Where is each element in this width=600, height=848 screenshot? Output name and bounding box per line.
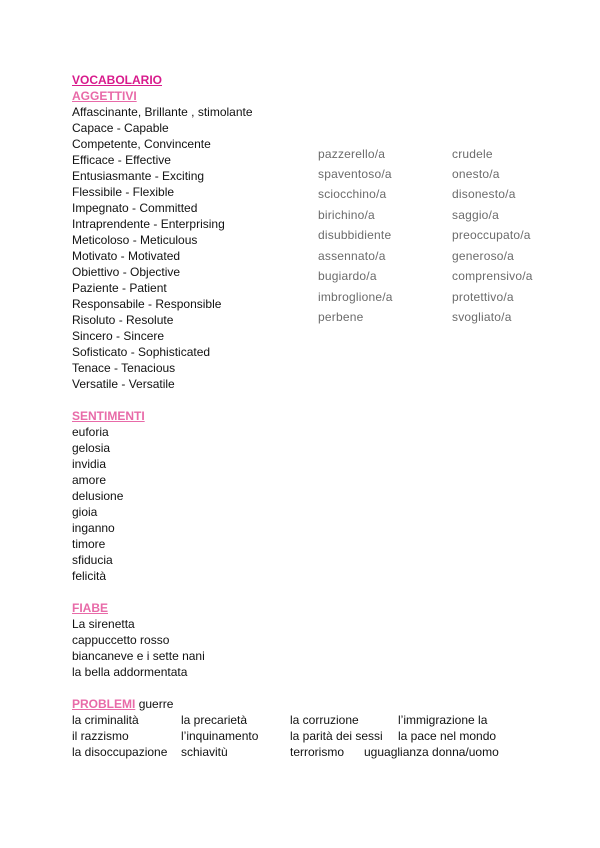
sentimenti-heading: SENTIMENTI [72, 409, 145, 423]
gray-adjective: crudele [452, 147, 493, 161]
sentimento-item: inganno [72, 521, 115, 535]
aggettivo-item: Impegnato - Committed [72, 201, 198, 215]
sentimento-item: invidia [72, 457, 107, 471]
problema-item: terrorismo [290, 745, 345, 759]
aggettivo-item: Efficace - Effective [72, 153, 171, 167]
problema-item: la criminalità [72, 713, 139, 727]
fiaba-item: cappuccetto rosso [72, 633, 170, 647]
aggettivo-item: Intraprendente - Enterprising [72, 217, 225, 231]
aggettivo-item: Flessibile - Flexible [72, 185, 175, 199]
aggettivo-item: Motivato - Motivated [72, 249, 181, 263]
problemi-heading: PROBLEMI [72, 697, 136, 711]
gray-adjective: birichino/a [318, 208, 375, 222]
vocabolario-title: VOCABOLARIO [72, 73, 162, 87]
sentimento-item: felicità [72, 569, 107, 583]
gray-adjective: assennato/a [318, 249, 386, 263]
sentimento-item: sfiducia [72, 553, 113, 567]
sentimento-item: timore [72, 537, 106, 551]
gray-adjective: svogliato/a [452, 310, 512, 324]
aggettivi-heading: AGGETTIVI [72, 89, 137, 103]
problemi-inline-word: guerre [138, 697, 174, 711]
gray-adjective: spaventoso/a [318, 167, 392, 181]
aggettivo-item: Affascinante, Brillante , stimolante [72, 105, 253, 119]
problemi-heading-line [72, 696, 173, 712]
problema-item: la disoccupazione [72, 745, 168, 759]
aggettivo-item: Responsabile - Responsible [72, 297, 222, 311]
fiaba-item: biancaneve e i sette nani [72, 649, 205, 663]
fiabe-heading: FIABE [72, 601, 108, 615]
aggettivo-item: Obiettivo - Objective [72, 265, 181, 279]
sentimento-item: delusione [72, 489, 124, 503]
aggettivo-item: Risoluto - Resolute [72, 313, 174, 327]
gray-adjective: perbene [318, 310, 364, 324]
aggettivo-item: Capace - Capable [72, 121, 169, 135]
aggettivo-item: Sincero - Sincere [72, 329, 165, 343]
problema-item: il razzismo [72, 729, 129, 743]
problema-item: l’inquinamento [181, 729, 259, 743]
gray-adjective: preoccupato/a [452, 228, 531, 242]
gray-adjective: onesto/a [452, 167, 500, 181]
gray-adjective: imbroglione/a [318, 290, 393, 304]
fiaba-item: La sirenetta [72, 617, 135, 631]
aggettivo-item: Paziente - Patient [72, 281, 167, 295]
gray-adjective: protettivo/a [452, 290, 514, 304]
sentimento-item: euforia [72, 425, 109, 439]
aggettivo-item: Entusiasmante - Exciting [72, 169, 205, 183]
gray-adjective: saggio/a [452, 208, 499, 222]
sentimento-item: gioia [72, 505, 98, 519]
gray-adjective: sciocchino/a [318, 187, 387, 201]
problema-item: l’immigrazione la [398, 713, 488, 727]
gray-adjective: disubbidiente [318, 228, 392, 242]
gray-adjective: bugiardo/a [318, 269, 377, 283]
sentimento-item: amore [72, 473, 107, 487]
problema-item: la parità dei sessi [290, 729, 383, 743]
aggettivo-item: Tenace - Tenacious [72, 361, 176, 375]
gray-adjective: disonesto/a [452, 187, 516, 201]
problema-item: schiavitù [181, 745, 228, 759]
fiaba-item: la bella addormentata [72, 665, 188, 679]
gray-adjective: comprensivo/a [452, 269, 533, 283]
aggettivo-item: Competente, Convincente [72, 137, 211, 151]
problema-item: la pace nel mondo [398, 729, 497, 743]
aggettivo-item: Meticoloso - Meticulous [72, 233, 198, 247]
aggettivo-item: Versatile - Versatile [72, 377, 175, 391]
problema-item: la corruzione [290, 713, 359, 727]
problema-item: uguaglianza donna/uomo [364, 745, 499, 759]
sentimento-item: gelosia [72, 441, 111, 455]
aggettivo-item: Sofisticato - Sophisticated [72, 345, 211, 359]
gray-adjective: pazzerello/a [318, 147, 386, 161]
gray-adjective: generoso/a [452, 249, 515, 263]
problema-item: la precarietà [181, 713, 248, 727]
